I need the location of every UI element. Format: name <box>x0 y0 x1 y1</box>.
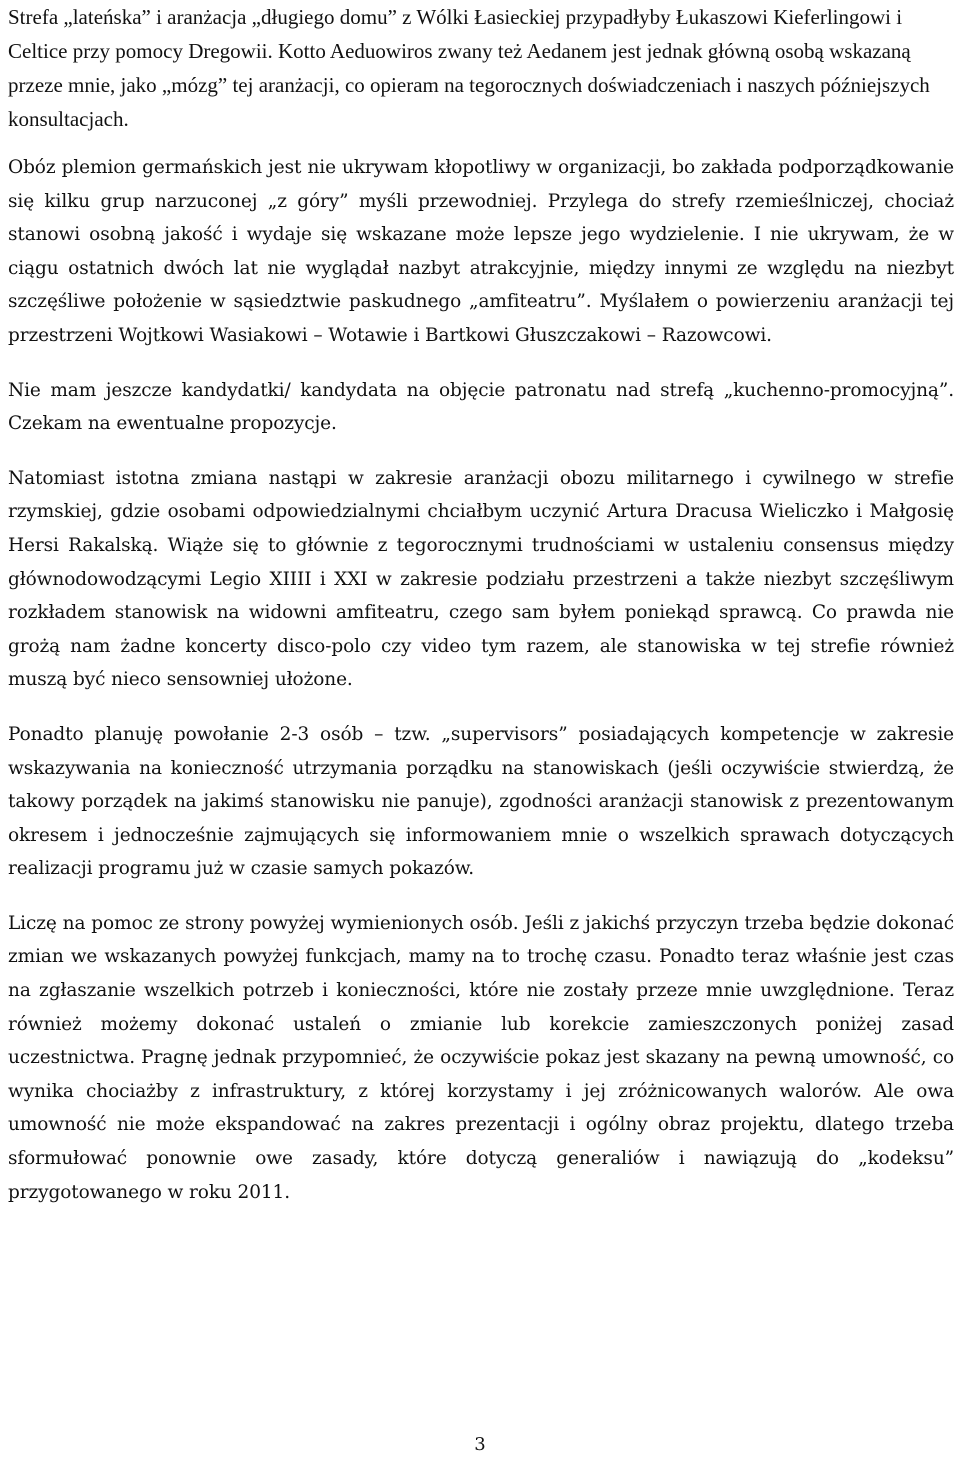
paragraph-roman-zone: Natomiast istotna zmiana nastąpi w zakresie aranżacji obozu militarnego i cywilnego w strefie rzymskiej, gdzie osobami odpowiedzialnymi chciałbym uczynić Artura Dracusa Wieliczko i Małgosię Hersi Rakalską. Wiąże się to głównie z tegorocznymi trudnościami w ustaleniu consensus między głównodowodzącymi Legio XIIII i XXI w zakresie podziału przestrzeni a także niezbyt szczęśliwym rozkładem stanowisk na widowni amfiteatru, czego sam byłem poniekąd sprawcą. Co prawda nie grożą nam żadne koncerty disco-polo czy video tym razem, ale stanowiska w tej strefie również muszą być nieco sensowniej ułożone. <box>8 467 954 691</box>
paragraph-supervisors: Ponadto planuję powołanie 2-3 osób – tzw. „supervisors” posiadających kompetencje w zakresie wskazywania na konieczność utrzymania porządku na stanowiskach (jeśli oczywiście stwierdzą, że takowy porządek na jakimś stanowisku nie panuje), zgodności aranżacji stanowisk z prezentowanym okresem i jednocześnie zajmujących się informowaniem mnie o wszelkich sprawach dotyczących realizacji programu już w czasie samych pokazów. <box>8 723 954 880</box>
paragraph-kitchen-promo-zone: Nie mam jeszcze kandydatki/ kandydata na objęcie patronatu nad strefą „kuchenno-promocyjną”. Czekam na ewentualne propozycje. <box>8 379 954 435</box>
paragraph-rules: Liczę na pomoc ze strony powyżej wymienionych osób. Jeśli z jakichś przyczyn trzeba będzie dokonać zmian we wskazanych powyżej funkcjach, mamy na to trochę czasu. Ponadto teraz właśnie jest czas na zgłaszanie wszelkich potrzeb i konieczności, które nie zostały przeze mnie uwzględnione. Teraz również możemy dokonać ustaleń o zmianie lub korekcie zamieszczonych poniżej zasad uczestnictwa. Pragnę jednak przypomnieć, że oczywiście pokaz jest skazany na pewną umowność, co wynika chociażby z infrastruktury, z której korzystamy i jej zróżnicowanych walorów. Ale owa umowność nie może ekspandować na zakres prezentacji i ogólny obraz projektu, dlatego trzeba sformułować ponownie owe zasady, które dotyczą generaliów i nawiązują do „kodeksu” przygotowanego w roku 2011. <box>8 912 954 1203</box>
document-page <box>8 0 954 1209</box>
paragraph-celtic-zone: Strefa „lateńska” i aranżacja „długiego domu” z Wólki Łasieckiej przypadłyby Łukaszowi Kieferlingowi i Celtice przy pomocy Dregowii. Kotto Aeduowiros zwany też Aedanem jest jednak główną osobą wskazaną przeze mnie, jako „mózg” tej aranżacji, co opieram na tegorocznych doświadczeniach i naszych późniejszych konsultacjach. <box>8 5 930 131</box>
page-number: 3 <box>474 1434 486 1455</box>
paragraph-germanic-camp: Obóz plemion germańskich jest nie ukrywam kłopotliwy w organizacji, bo zakłada podporządkowanie się kilku grup narzuconej „z góry” myśli przewodniej. Przylega do strefy rzemieślniczej, chociaż stanowi osobną jakość i wydaje się wskazane może lepsze jego wydzielenie. I nie ukrywam, że w ciągu ostatnich dwóch lat nie wyglądał nazbyt atrakcyjnie, między innymi ze względu na niezbyt szczęśliwe położenie w sąsiedztwie paskudnego „amfiteatru”. Myślałem o powierzeniu aranżacji tej przestrzeni Wojtkowi Wasiakowi – Wotawie i Bartkowi Głuszczakowi – Razowcowi. <box>8 157 954 346</box>
